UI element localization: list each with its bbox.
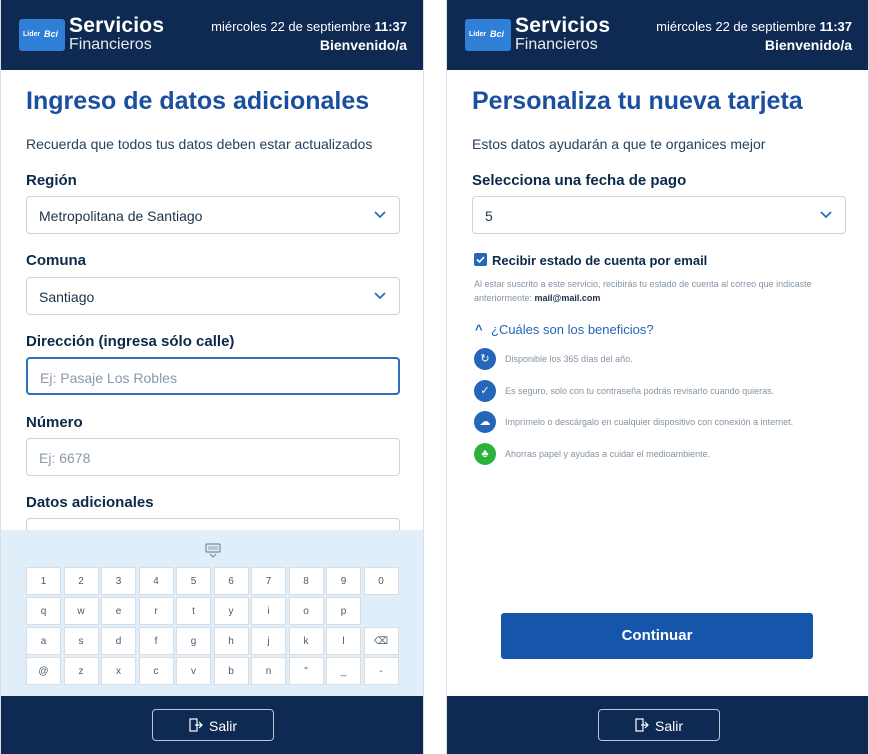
keyboard-key[interactable]: @ xyxy=(26,657,61,685)
keyboard-key[interactable]: 8 xyxy=(289,567,324,595)
fecha-pago-select[interactable] xyxy=(472,196,846,234)
exit-label: Salir xyxy=(655,718,684,734)
comuna-label: Comuna xyxy=(26,252,86,269)
logo-text-bci: Bci xyxy=(44,29,59,39)
header-info xyxy=(211,18,407,54)
header-time: 11:37 xyxy=(374,19,407,34)
keyboard-key[interactable]: v xyxy=(176,657,211,685)
direccion-placeholder: Ej: Pasaje Los Robles xyxy=(40,370,177,386)
keyboard-key[interactable]: 2 xyxy=(64,567,99,595)
keyboard-key[interactable]: f xyxy=(139,627,174,655)
brand-logo xyxy=(19,19,65,51)
exit-icon xyxy=(635,718,649,732)
app-header xyxy=(1,0,423,70)
chevron-down-icon xyxy=(373,289,387,303)
keyboard-key[interactable]: h xyxy=(214,627,249,655)
email-note-address: mail@mail.com xyxy=(534,293,601,303)
welcome-text: Bienvenido/a xyxy=(319,37,407,53)
exit-button[interactable] xyxy=(598,709,720,741)
header-info xyxy=(656,18,852,54)
keyboard-key[interactable]: r xyxy=(139,597,174,625)
keyboard-key[interactable]: l xyxy=(326,627,361,655)
direccion-input[interactable] xyxy=(26,357,400,395)
brand-title: Servicios xyxy=(515,14,611,37)
keyboard-key[interactable]: i xyxy=(251,597,286,625)
brand-logo xyxy=(465,19,511,51)
leaf-icon: ♣ xyxy=(474,443,496,465)
brand-subtitle: Financieros xyxy=(515,36,598,53)
keyboard-key[interactable]: n xyxy=(251,657,286,685)
page-subtitle: Estos datos ayudarán a que te organices mejor xyxy=(472,136,766,152)
email-note-text: Al estar suscrito a este servicio, recibirás tu estado de cuenta al correo que indicaste anteriormente: xyxy=(474,279,812,303)
keyboard-key[interactable]: c xyxy=(139,657,174,685)
app-footer xyxy=(1,696,423,754)
on-screen-keyboard xyxy=(1,530,424,696)
logo-text-bci: Bci xyxy=(490,29,505,39)
header-time: 11:37 xyxy=(819,19,852,34)
shield-icon: ✓ xyxy=(474,380,496,402)
fecha-pago-value: 5 xyxy=(485,208,493,224)
keyboard-key[interactable]: j xyxy=(251,627,286,655)
benefits-toggle[interactable] xyxy=(475,322,654,337)
benefit-text: Disponible los 365 días del año. xyxy=(505,354,633,364)
logo-text-lider: Líder xyxy=(469,31,487,38)
numero-label: Número xyxy=(26,414,83,431)
email-note xyxy=(474,277,854,305)
brand-subtitle: Financieros xyxy=(69,36,152,53)
page-title: Personaliza tu nueva tarjeta xyxy=(472,87,803,115)
benefit-item xyxy=(474,348,854,372)
app-footer xyxy=(447,696,868,754)
backspace-key[interactable]: ⌫ xyxy=(364,627,399,655)
page-subtitle: Recuerda que todos tus datos deben estar actualizados xyxy=(26,136,373,152)
keyboard-key[interactable]: 5 xyxy=(176,567,211,595)
app-header xyxy=(447,0,868,70)
keyboard-key[interactable]: z xyxy=(64,657,99,685)
check-icon xyxy=(474,253,487,266)
exit-label: Salir xyxy=(209,718,238,734)
keyboard-key[interactable]: 4 xyxy=(139,567,174,595)
fecha-pago-label: Selecciona una fecha de pago xyxy=(472,172,687,189)
keyboard-key[interactable]: s xyxy=(64,627,99,655)
keyboard-key[interactable]: o xyxy=(289,597,324,625)
keyboard-key[interactable]: x xyxy=(101,657,136,685)
keyboard-key[interactable]: a xyxy=(26,627,61,655)
keyboard-row-middle xyxy=(26,627,401,655)
keyboard-key[interactable]: 3 xyxy=(101,567,136,595)
cloud-download-icon: ☁ xyxy=(474,411,496,433)
keyboard-key[interactable]: - xyxy=(364,657,399,685)
keyboard-key[interactable]: 1 xyxy=(26,567,61,595)
benefit-item xyxy=(474,411,854,435)
keyboard-key[interactable]: b xyxy=(214,657,249,685)
continue-button[interactable]: Continuar xyxy=(501,613,813,659)
brand-title: Servicios xyxy=(69,14,165,37)
benefit-text: Imprímelo o descárgalo en cualquier dispositivo con conexión a internet. xyxy=(505,417,794,427)
left-screen xyxy=(0,0,424,754)
email-checkbox[interactable] xyxy=(474,253,487,266)
keyboard-key[interactable]: k xyxy=(289,627,324,655)
comuna-value: Santiago xyxy=(39,289,95,305)
keyboard-key[interactable]: g xyxy=(176,627,211,655)
benefits-toggle-label: ¿Cuáles son los beneficios? xyxy=(491,322,654,337)
email-checkbox-label[interactable]: Recibir estado de cuenta por email xyxy=(492,253,708,268)
keyboard-key[interactable]: 9 xyxy=(326,567,361,595)
calendar-icon: ↻ xyxy=(474,348,496,370)
welcome-text: Bienvenido/a xyxy=(764,37,852,53)
benefit-text: Es seguro, solo con tu contraseña podrás revisarlo cuando quieras. xyxy=(505,386,775,396)
direccion-label: Dirección (ingresa sólo calle) xyxy=(26,333,235,350)
header-date: miércoles 22 de septiembre xyxy=(656,19,816,34)
keyboard-row-bottom xyxy=(26,657,401,685)
benefit-item xyxy=(474,443,854,467)
region-select[interactable] xyxy=(26,196,400,234)
comuna-select[interactable] xyxy=(26,277,400,315)
keyboard-key[interactable]: p xyxy=(326,597,361,625)
keyboard-key[interactable]: t xyxy=(176,597,211,625)
keyboard-key[interactable]: w xyxy=(64,597,99,625)
benefit-text: Ahorras papel y ayudas a cuidar el medioambiente. xyxy=(505,449,711,459)
keyboard-key[interactable]: 7 xyxy=(251,567,286,595)
region-value: Metropolitana de Santiago xyxy=(39,208,203,224)
chevron-down-icon xyxy=(373,208,387,222)
page-title: Ingreso de datos adicionales xyxy=(26,87,370,115)
header-date: miércoles 22 de septiembre xyxy=(211,19,371,34)
benefit-item xyxy=(474,380,854,404)
keyboard-hide-icon[interactable] xyxy=(205,543,221,559)
keyboard-key[interactable]: 0 xyxy=(364,567,399,595)
keyboard-row-numbers xyxy=(26,567,401,595)
numero-placeholder: Ej: 6678 xyxy=(39,450,91,466)
keyboard-row-top xyxy=(26,597,401,625)
keyboard-key[interactable]: d xyxy=(101,627,136,655)
chevron-down-icon xyxy=(819,208,833,222)
region-label: Región xyxy=(26,172,77,189)
keyboard-key[interactable]: 6 xyxy=(214,567,249,595)
exit-button[interactable] xyxy=(152,709,274,741)
numero-input[interactable] xyxy=(26,438,400,476)
chevron-up-icon: ^ xyxy=(475,322,483,337)
datos-adicionales-label: Datos adicionales xyxy=(26,494,154,511)
right-screen xyxy=(446,0,869,754)
logo-text-lider: Líder xyxy=(23,31,41,38)
keyboard-key[interactable]: " xyxy=(289,657,324,685)
keyboard-key[interactable]: _ xyxy=(326,657,361,685)
exit-icon xyxy=(189,718,203,732)
keyboard-key[interactable]: q xyxy=(26,597,61,625)
keyboard-key[interactable]: y xyxy=(214,597,249,625)
keyboard-key[interactable]: e xyxy=(101,597,136,625)
